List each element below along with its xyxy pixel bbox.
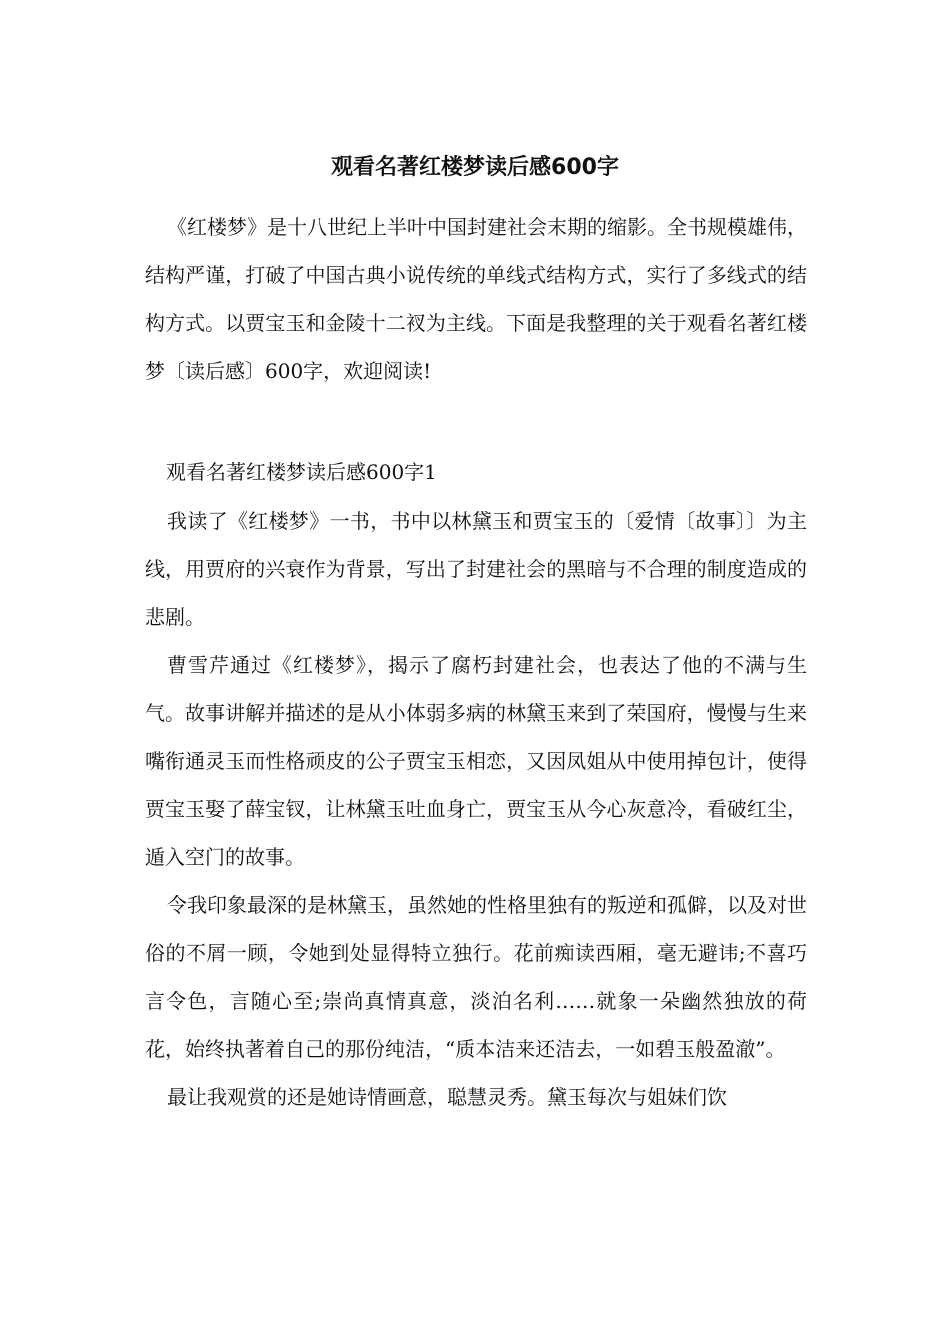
- section-heading: 观看名著红楼梦读后感600字1: [166, 460, 437, 484]
- essay-body: [145, 497, 807, 1121]
- intro-text: 《红楼梦》是十八世纪上半叶中国封建社会末期的缩影。全书规模雄伟，结构严谨，打破了中国古典小说传统的单线式结构方式，实行了多线式的结构方式。以贾宝玉和金陵十二衩为主线。下面是我整理的关于观看名著红楼梦〔读后感〕600字，欢迎阅读!: [145, 215, 807, 383]
- body-paragraph-1: 我读了《红楼梦》一书，书中以林黛玉和贾宝玉的〔爱情〔故事〕〕为主线，用贾府的兴衰作为背景，写出了封建社会的黑暗与不合理的制度造成的悲剧。: [145, 509, 807, 629]
- body-paragraph-4: 最让我观赏的还是她诗情画意，聪慧灵秀。黛玉每次与姐妹们饮: [167, 1085, 727, 1109]
- body-paragraph-3: 令我印象最深的是林黛玉，虽然她的性格里独有的叛逆和孤僻，以及对世俗的不屑一顾，令她到处显得特立独行。花前痴读西厢，毫无避讳;不喜巧言令色，言随心至;崇尚真情真意，淡泊名利……就象一朵幽然独放的荷花，始终执著着自己的那份纯洁，“质本洁来还洁去，一如碧玉般盈澈”。: [145, 893, 807, 1061]
- page-title: 观看名著红楼梦读后感600字: [331, 155, 619, 180]
- intro-paragraph: [145, 203, 807, 395]
- body-paragraph-2: 曹雪芹通过《红楼梦》，揭示了腐朽封建社会，也表达了他的不满与生气。故事讲解并描述的是从小体弱多病的林黛玉来到了荣国府，慢慢与生来嘴衔通灵玉而性格顽皮的公子贾宝玉相恋，又因凤姐从中使用掉包计，使得贾宝玉娶了薛宝钗，让林黛玉吐血身亡，贾宝玉从今心灰意冷，看破红尘，遁入空门的故事。: [145, 653, 807, 869]
